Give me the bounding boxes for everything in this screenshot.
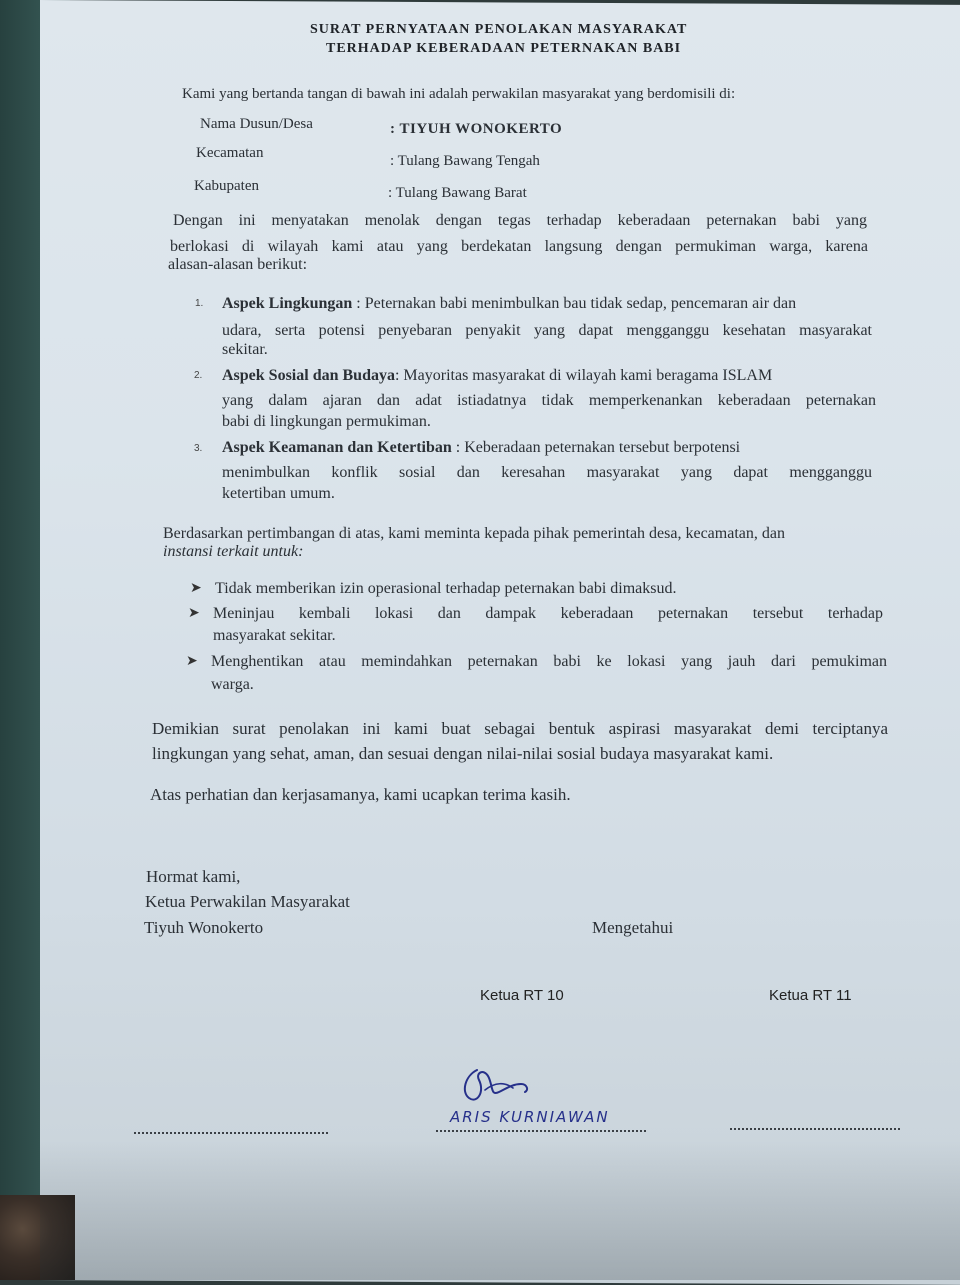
reason-3-line2: menimbulkan konflik sosial dan keresahan masyarakat yang dapat mengganggu — [222, 464, 872, 481]
signature-name: ARIS KURNIAWAN — [450, 1108, 610, 1126]
reason-2-title: Aspek Sosial dan Budaya — [222, 367, 395, 384]
rt11-label: Ketua RT 11 — [769, 987, 852, 1004]
reason-2-line2: yang dalam ajaran dan adat istiadatnya tidak memperkenankan keberadaan peternakan — [222, 392, 876, 409]
demand-1-line1: Tidak memberikan izin operasional terhadap peternakan babi dimaksud. — [215, 580, 677, 597]
request-line2: instansi terkait untuk: — [163, 543, 304, 560]
field-label-village: Nama Dusun/Desa — [200, 116, 313, 132]
demand-3-line2: warga. — [211, 676, 254, 693]
reason-1-line2: udara, serta potensi penyebaran penyakit yang dapat mengganggu kesehatan masyarakat — [222, 322, 872, 339]
demand-2-line2: masyarakat sekitar. — [213, 627, 336, 644]
field-value-regency: : Tulang Bawang Barat — [388, 185, 527, 201]
reason-3-line1 — [222, 439, 740, 457]
reason-1-number: 1. — [195, 298, 204, 309]
demand-3-line1: Menghentikan atau memindahkan peternakan babi ke lokasi yang jauh dari pemukiman — [211, 653, 887, 670]
reason-3-text: : Keberadaan peternakan tersebut berpotensi — [455, 439, 741, 456]
closing-line2: lingkungan yang sehat, aman, dan sesuai dengan nilai-nilai sosial budaya masyarakat kami. — [152, 744, 774, 763]
bullet-arrow-icon: ➤ — [186, 653, 198, 669]
reason-1-line1 — [222, 295, 796, 313]
statement-line3: alasan-alasan berikut: — [168, 256, 308, 273]
closing-thanks: Atas perhatian dan kerjasamanya, kami ucapkan terima kasih. — [150, 785, 571, 804]
signoff-regards: Hormat kami, — [146, 867, 241, 886]
bullet-arrow-icon: ➤ — [188, 605, 200, 621]
field-value-district: : Tulang Bawang Tengah — [390, 153, 540, 169]
document-title-line2: TERHADAP KEBERADAAN PETERNAKAN BABI — [326, 41, 682, 56]
request-line1: Berdasarkan pertimbangan di atas, kami meminta kepada pihak pemerintah desa, kecamatan, dan — [163, 525, 785, 542]
signature-scribble — [455, 1062, 545, 1112]
reason-1-text: : Peternakan babi menimbulkan bau tidak sedap, pencemaran air dan — [352, 295, 797, 312]
field-label-district: Kecamatan — [196, 145, 264, 161]
reason-2-number: 2. — [194, 370, 203, 381]
reason-2-line1 — [222, 367, 772, 385]
bottom-shadow — [40, 1140, 960, 1280]
reason-3-number: 3. — [194, 443, 203, 454]
signoff-place: Tiyuh Wonokerto — [144, 918, 264, 937]
reason-1-line3: sekitar. — [222, 341, 268, 358]
signoff-role: Ketua Perwakilan Masyarakat — [145, 892, 350, 911]
reason-1-title: Aspek Lingkungan — [222, 295, 353, 312]
rt10-label: Ketua RT 10 — [480, 987, 564, 1004]
signature-line-rt10 — [436, 1130, 646, 1132]
reason-3-line3: ketertiban umum. — [222, 485, 335, 502]
reason-2-line3: babi di lingkungan permukiman. — [222, 413, 431, 430]
reason-3-title: Aspek Keamanan dan Ketertiban — [222, 439, 452, 456]
demand-2-line1: Meninjau kembali lokasi dan dampak keberadaan peternakan tersebut terhadap — [213, 605, 883, 622]
field-label-regency: Kabupaten — [194, 178, 259, 194]
closing-line1: Demikian surat penolakan ini kami buat sebagai bentuk aspirasi masyarakat demi terciptanya — [152, 719, 888, 738]
signoff-acknowledge: Mengetahui — [592, 918, 674, 937]
signature-line-rt11 — [730, 1128, 900, 1130]
document-title-line1: SURAT PERNYATAAN PENOLAKAN MASYARAKAT — [310, 22, 688, 37]
intro-text: Kami yang bertanda tangan di bawah ini adalah perwakilan masyarakat yang berdomisili di: — [182, 86, 736, 102]
field-value-village: : TIYUH WONOKERTO — [390, 121, 563, 137]
signature-line-left — [134, 1132, 328, 1134]
statement-line2: berlokasi di wilayah kami atau yang berdekatan langsung dengan permukiman warga, karena — [170, 238, 868, 255]
bullet-arrow-icon: ➤ — [190, 580, 202, 596]
reason-2-text: : Mayoritas masyarakat di wilayah kami beragama ISLAM — [394, 367, 773, 384]
statement-line1: Dengan ini menyatakan menolak dengan tegas terhadap keberadaan peternakan babi yang — [173, 212, 867, 229]
